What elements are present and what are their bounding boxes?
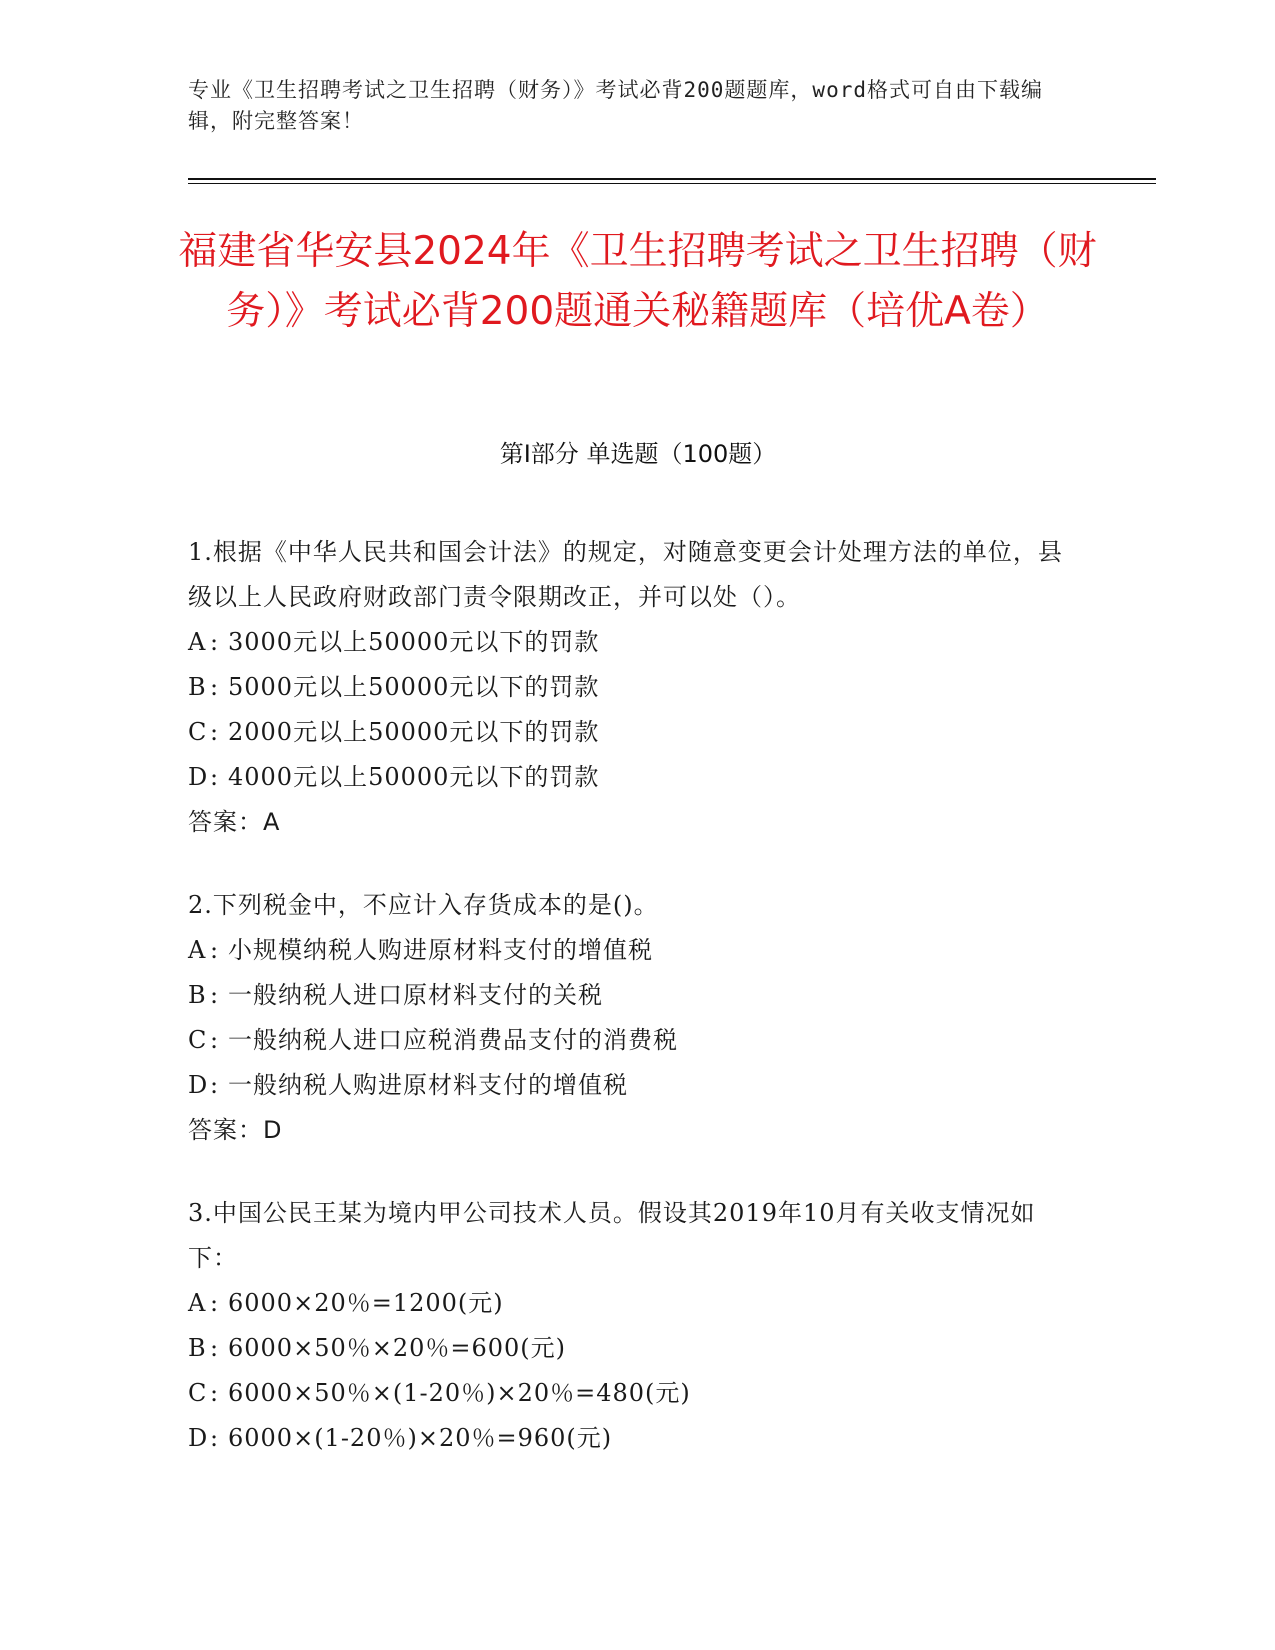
option-separator: : (210, 1379, 220, 1407)
option-separator: : (210, 718, 220, 746)
answer-option (188, 665, 1068, 710)
section-title: 第Ⅰ部分 单选题（100题） (499, 440, 777, 468)
answer-label: 答案： (188, 808, 263, 836)
answer-option (188, 1063, 1068, 1108)
answer-option (188, 928, 1068, 973)
option-letter: C (188, 718, 208, 746)
option-letter: C (188, 1379, 208, 1407)
answer-line (188, 1108, 1068, 1153)
header-rule-thin (188, 183, 1156, 184)
option-separator: : (210, 673, 220, 701)
question-list (188, 530, 1068, 1499)
answer-option (188, 1371, 1068, 1416)
answer-option (188, 755, 1068, 800)
option-letter: A (188, 936, 207, 964)
option-text: 3000元以上50000元以下的罚款 (228, 628, 600, 656)
answer-option (188, 710, 1068, 755)
question-text: 2.下列税金中，不应计入存货成本的是()。 (188, 891, 659, 919)
answer-option (188, 1281, 1068, 1326)
option-letter: D (188, 763, 209, 791)
answer-label: 答案： (188, 1116, 263, 1144)
option-separator: : (210, 1424, 220, 1452)
option-letter: D (188, 1071, 209, 1099)
option-letter: B (188, 981, 207, 1009)
option-text: 6000×50％×20％=600(元) (228, 1334, 567, 1362)
option-text: 4000元以上50000元以下的罚款 (228, 763, 600, 791)
document-title: 福建省华安县2024年《卫生招聘考试之卫生招聘（财务）》考试必背200题通关秘籍题库（培优A卷） (178, 229, 1097, 334)
header-note: 专业《卫生招聘考试之卫生招聘（财务）》考试必背200题题库，word格式可自由下载编辑，附完整答案！ (188, 78, 1043, 133)
question-item (188, 530, 1068, 845)
answer-line (188, 800, 1068, 845)
option-separator: : (210, 1289, 220, 1317)
option-text: 一般纳税人进口原材料支付的关税 (228, 981, 603, 1009)
question-text: 1.根据《中华人民共和国会计法》的规定，对随意变更会计处理方法的单位，县级以上人民政府财政部门责令限期改正，并可以处（）。 (188, 538, 1063, 611)
option-separator: : (210, 763, 220, 791)
option-separator: : (210, 628, 220, 656)
option-text: 6000×20％=1200(元) (228, 1289, 504, 1317)
answer-value: A (263, 808, 281, 836)
option-separator: : (210, 1071, 220, 1099)
option-letter: A (188, 1289, 207, 1317)
answer-option (188, 1018, 1068, 1063)
option-letter: C (188, 1026, 208, 1054)
option-text: 6000×(1-20％)×20％=960(元) (228, 1424, 613, 1452)
question-text: 3.中国公民王某为境内甲公司技术人员。假设其2019年10月有关收支情况如下： (188, 1199, 1036, 1272)
option-separator: : (210, 936, 220, 964)
option-text: 小规模纳税人购进原材料支付的增值税 (228, 936, 653, 964)
option-separator: : (210, 1334, 220, 1362)
answer-option (188, 973, 1068, 1018)
question-item (188, 883, 1068, 1153)
answer-option (188, 1416, 1068, 1461)
option-separator: : (210, 1026, 220, 1054)
answer-option (188, 1326, 1068, 1371)
option-text: 一般纳税人进口应税消费品支付的消费税 (228, 1026, 678, 1054)
option-letter: D (188, 1424, 209, 1452)
option-text: 一般纳税人购进原材料支付的增值税 (228, 1071, 628, 1099)
answer-option (188, 620, 1068, 665)
option-letter: B (188, 1334, 207, 1362)
option-text: 6000×50％×(1-20％)×20％=480(元) (228, 1379, 691, 1407)
header-rule-thick (188, 178, 1156, 180)
option-letter: B (188, 673, 207, 701)
option-letter: A (188, 628, 207, 656)
question-item (188, 1191, 1068, 1461)
option-separator: : (210, 981, 220, 1009)
option-text: 5000元以上50000元以下的罚款 (228, 673, 600, 701)
answer-value: D (263, 1116, 283, 1144)
option-text: 2000元以上50000元以下的罚款 (228, 718, 600, 746)
